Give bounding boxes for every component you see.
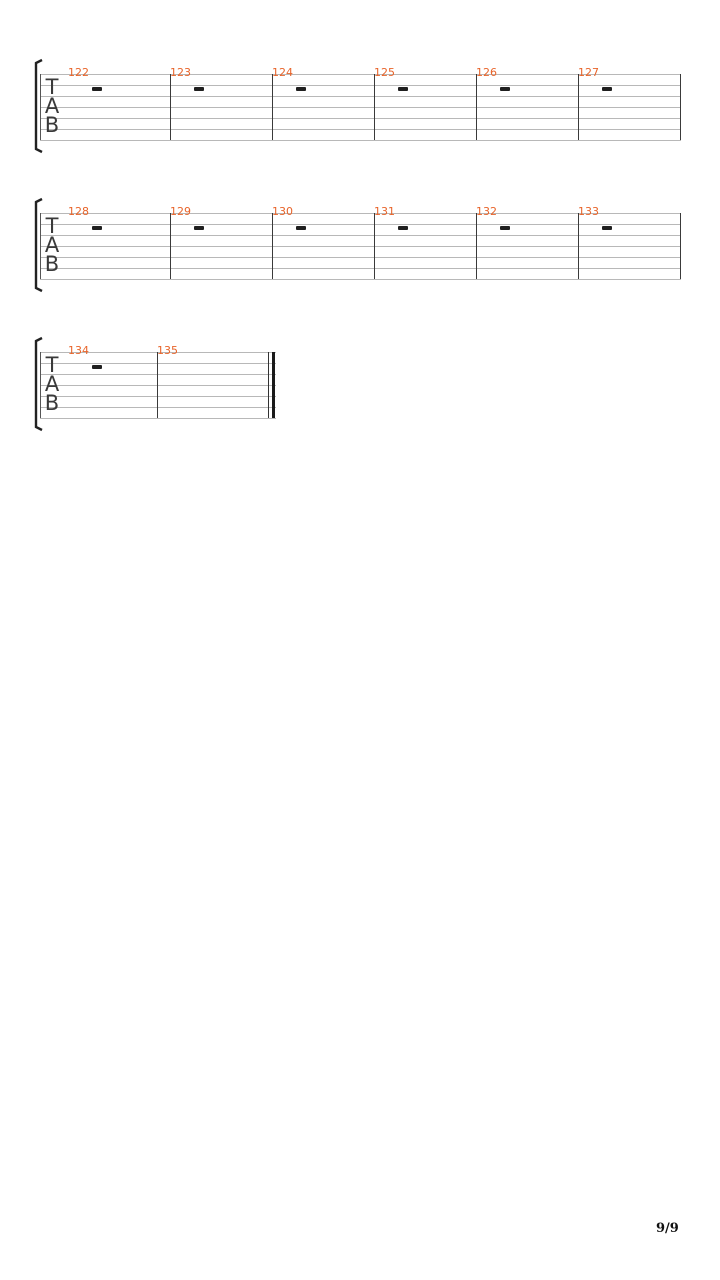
tab-clef-b: B: [44, 113, 60, 137]
page-number: 9/9: [656, 1221, 679, 1236]
whole-rest: [602, 87, 612, 91]
tab-staff: [40, 205, 681, 279]
whole-rest: [296, 226, 306, 230]
measure-number: 130: [272, 205, 293, 218]
whole-rest: [398, 226, 408, 230]
whole-rest: [92, 226, 102, 230]
tab-clef-a: A: [44, 233, 60, 257]
measure-number: 126: [476, 66, 497, 79]
measure-number: 132: [476, 205, 497, 218]
tab-system-1: [0, 58, 720, 158]
whole-rest: [92, 365, 102, 369]
whole-rest: [194, 87, 204, 91]
tab-clef-a: A: [44, 372, 60, 396]
measure-number: 134: [68, 344, 89, 357]
measure-number: 127: [578, 66, 599, 79]
final-barline-thin: [268, 352, 269, 418]
tab-clef-a: A: [44, 94, 60, 118]
measure-number: 124: [272, 66, 293, 79]
tab-clef-b: B: [44, 252, 60, 276]
tab-system-3: [0, 336, 720, 436]
measure-number: 135: [157, 344, 178, 357]
measure-number: 122: [68, 66, 89, 79]
measure-number: 131: [374, 205, 395, 218]
tab-system-2: [0, 197, 720, 297]
tab-staff: [40, 66, 681, 140]
tab-clef-t: T: [45, 214, 59, 238]
measure-number: 125: [374, 66, 395, 79]
whole-rest: [296, 87, 306, 91]
whole-rest: [194, 226, 204, 230]
whole-rest: [398, 87, 408, 91]
whole-rest: [602, 226, 612, 230]
tab-clef-t: T: [45, 353, 59, 377]
whole-rest: [500, 87, 510, 91]
measure-number: 129: [170, 205, 191, 218]
measure-number: 123: [170, 66, 191, 79]
measure-number: 133: [578, 205, 599, 218]
tab-staff: [40, 344, 276, 418]
measure-number: 128: [68, 205, 89, 218]
tab-clef-b: B: [44, 391, 60, 415]
tab-clef-t: T: [45, 75, 59, 99]
whole-rest: [92, 87, 102, 91]
whole-rest: [500, 226, 510, 230]
final-barline-thick: [272, 352, 275, 418]
